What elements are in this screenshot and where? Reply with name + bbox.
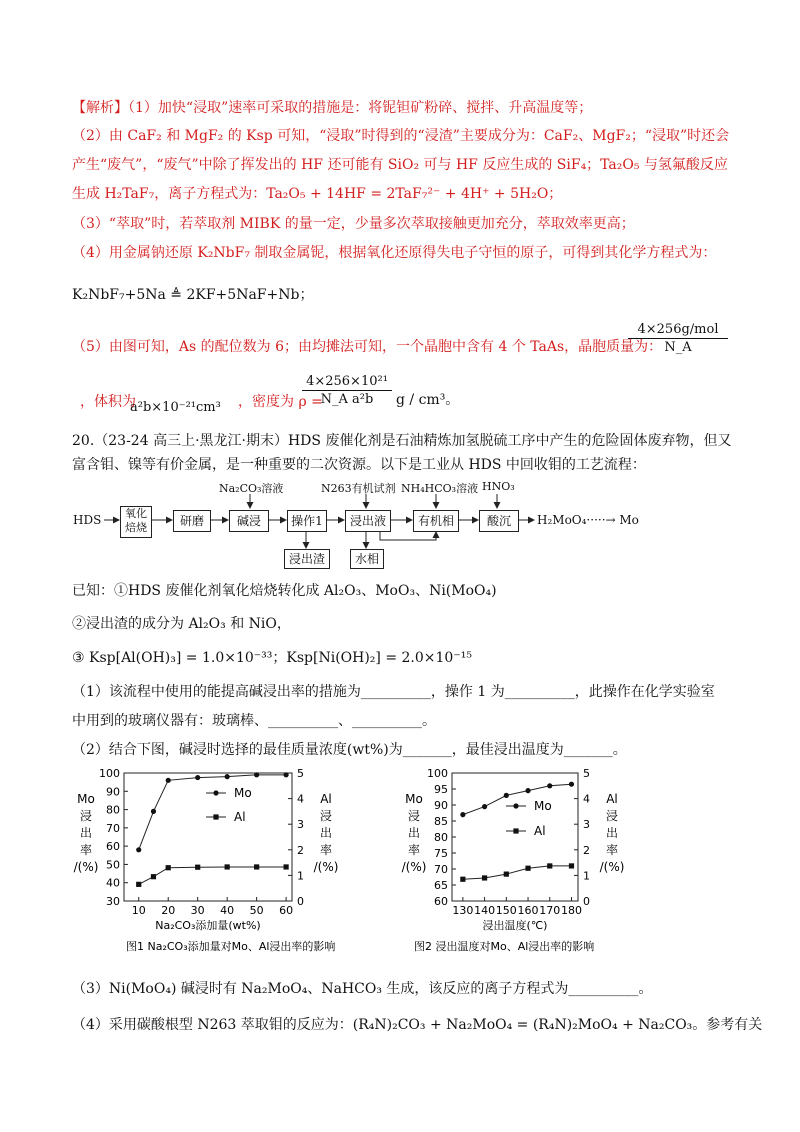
chart2-x-tick-label: 180 <box>560 904 582 917</box>
chart1-y-axis-label: /(%) <box>73 860 99 874</box>
chart1-legend-marker-mo <box>213 790 218 795</box>
chart2-y2-tick-label: 5 <box>583 767 590 780</box>
chart2-series-line-mo <box>463 784 572 814</box>
chart2-point-al <box>482 875 487 880</box>
chart1-y-tick-label: 60 <box>106 840 120 854</box>
chart1-point-mo <box>195 775 200 780</box>
flow-hds: HDS <box>73 513 102 527</box>
q1-line-2: 中用到的玻璃仪器有：玻璃棒、__________、__________。 <box>72 713 436 729</box>
chart2-point-mo <box>569 782 574 787</box>
reagent-n263: N263有机试剂 <box>321 482 396 495</box>
chart1-y-tick-label: 50 <box>106 858 120 872</box>
analysis-line-8: （5）由图可知，As 的配位数为 6；由均摊法可知，一个晶胞中含有 4 个 TaAs，晶胞质量为： <box>72 339 663 355</box>
chart1-y2-axis-label: Al <box>320 792 332 806</box>
chart2-point-al <box>547 863 552 868</box>
q1-line-1: （1）该流程中使用的能提高碱浸出率的措施为__________，操作 1 为__________，此操作在化学实验室 <box>72 684 715 700</box>
analysis-line-5: （3）“萃取”时，若萃取剂 MIBK 的量一定，少量多次萃取接触更加充分，萃取效率更高； <box>72 216 635 232</box>
chart1-y-tick-label: 90 <box>106 785 120 799</box>
chart1-point-al <box>151 874 156 879</box>
flow-box-alkali-leach: 碱浸 <box>229 510 269 532</box>
analysis-line-3: 产生“废气”，“废气”中除了挥发出的 HF 还可能有 SiO₂ 可与 HF 反应生成的 SiF₄；Ta₂O₅ 与氢氟酸反应 <box>72 157 728 173</box>
flow-box-water-phase: 水相 <box>350 549 384 569</box>
chart1-x-tick-label: 50 <box>249 904 264 917</box>
chart2-x-tick-label: 140 <box>474 904 496 917</box>
flow-box-acid-precip: 酸沉 <box>479 510 519 532</box>
chart1-y2-tick-label: 2 <box>297 843 304 857</box>
chart2-y-tick-label: 70 <box>434 863 448 876</box>
analysis-line-6: （4）用金属钠还原 K₂NbF₇ 制取金属铌，根据氧化还原得失电子守恒的原子，可得到其化学方程式为： <box>72 245 717 261</box>
chart1-x-tick-label: 40 <box>220 904 235 917</box>
chart2-point-al <box>569 863 574 868</box>
chart2-legend-marker-al <box>513 828 518 833</box>
q3-line: （3）Ni(MoO₄) 碱浸时有 Na₂MoO₄、NaHCO₃ 生成，该反应的离子方程式为__________。 <box>72 981 653 997</box>
chart1-x-tick-label: 30 <box>190 904 205 917</box>
flow-box-leachate: 浸出液 <box>345 510 391 532</box>
chart2-y2-tick-label: 3 <box>583 818 590 832</box>
chart2-x-tick-label: 150 <box>495 904 517 917</box>
analysis-line-9a: ，体积为 <box>80 394 136 410</box>
chart2-y2-tick-label: 0 <box>583 895 590 908</box>
chart1-y-axis-label: 出 <box>79 826 93 840</box>
chart1-legend-label-mo: Mo <box>234 786 252 800</box>
chart1-point-al <box>195 865 200 870</box>
chart1-legend-marker-al <box>213 814 218 819</box>
chart2-y-axis-label: 出 <box>407 826 421 840</box>
chart1-point-al <box>136 882 141 887</box>
analysis-line-1: 【解析】（1）加快“浸取”速率可采取的措施是：将铌钽矿粉碎、搅拌、升高温度等； <box>72 100 593 116</box>
chart1-y2-tick-label: 1 <box>297 869 304 883</box>
chart2-y2-axis-label: 率 <box>605 843 619 857</box>
flow-box-operation1: 操作1 <box>287 510 327 532</box>
chart2-frame <box>452 773 578 901</box>
chart2-y2-tick-label: 4 <box>583 792 590 806</box>
chart2-point-mo <box>525 788 530 793</box>
chart2-y2-tick-label: 2 <box>583 843 590 857</box>
reagent-nh4hco3: NH₄HCO₃溶液 <box>401 482 479 495</box>
chart2-legend-label-al: Al <box>534 824 546 838</box>
chart1-y2-tick-label: 3 <box>297 818 304 832</box>
chart2-title: 图2 浸出温度对Mo、Al浸出率的影响 <box>414 940 595 953</box>
chart2-point-mo <box>547 783 552 788</box>
chart1-x-tick-label: 60 <box>279 904 294 917</box>
chart1-point-mo <box>225 774 230 779</box>
question-line-1: 20.（23-24 高三上·黑龙江·期末）HDS 废催化剂是石油精炼加氢脱硫工序中产生的危险固体废弃物，但又 <box>72 433 732 449</box>
chart1-y-tick-label: 40 <box>106 876 120 890</box>
chart1-y2-tick-label: 0 <box>297 895 304 908</box>
reagent-hno3: HNO₃ <box>482 480 515 493</box>
flow-tail: H₂MoO₄·····→ Mo <box>537 513 639 527</box>
chart1-point-al <box>225 864 230 869</box>
chart1-point-mo <box>166 778 171 783</box>
chart2-point-mo <box>460 812 465 817</box>
chart2-y2-axis-label: Al <box>606 792 618 806</box>
chart1-title: 图1 Na₂CO₃添加量对Mo、Al浸出率的影响 <box>126 940 336 953</box>
mass-numerator: 4×256g/mol <box>637 322 719 337</box>
chart2-y-tick-label: 100 <box>427 767 448 780</box>
chart2-legend-marker-mo <box>513 803 518 808</box>
chart1-y2-axis-label: 出 <box>319 826 333 840</box>
chart2-y2-tick-label: 1 <box>583 869 590 883</box>
chart2-point-al <box>460 877 465 882</box>
volume-expr: a²b×10⁻²¹cm³ <box>130 400 221 415</box>
q2-line: （2）结合下图，碱浸时选择的最佳质量浓度(wt%)为_______，最佳浸出温度为_______。 <box>72 742 627 758</box>
analysis-line-9b: ，密度为 ρ = <box>238 394 323 410</box>
chart2-legend-label-mo: Mo <box>534 799 552 813</box>
chart1-frame <box>124 773 292 901</box>
chart2-y-tick-label: 85 <box>434 815 448 828</box>
mass-denominator: N_A <box>664 340 692 355</box>
question-line-2: 富含钼、镍等有价金属，是一种重要的二次资源。以下是工业从 HDS 中回收钼的工艺流程： <box>72 457 646 473</box>
chart1-series-line-al <box>139 867 286 884</box>
chart2-y-tick-label: 90 <box>434 799 448 812</box>
chart1-y-tick-label: 100 <box>99 767 120 780</box>
analysis-line-2: （2）由 CaF₂ 和 MgF₂ 的 Ksp 可知，“浸取”时得到的“浸渣”主要成分为：CaF₂、MgF₂；“浸取”时还会 <box>72 128 730 144</box>
chart2-y2-axis-label: /(%) <box>599 860 625 874</box>
chart1-y-tick-label: 80 <box>106 803 120 817</box>
chart2-y-tick-label: 65 <box>434 879 448 892</box>
chart1-y-axis-label: Mo <box>77 792 95 806</box>
chart1-x-tick-label: 10 <box>131 904 146 917</box>
chart1-series-line-mo <box>139 775 286 850</box>
density-numerator: 4×256×10²¹ <box>306 374 388 389</box>
known-3: ③ Ksp[Al(OH)₃] = 1.0×10⁻³³；Ksp[Ni(OH)₂] = 2.0×10⁻¹⁵ <box>72 650 472 666</box>
chart1-x-tick-label: 20 <box>161 904 176 917</box>
chart2-y-axis-label: 率 <box>407 843 421 857</box>
flow-box-organic-phase: 有机相 <box>413 510 459 532</box>
chart2-y-axis-label: Mo <box>405 792 423 806</box>
q4-line: （4）采用碳酸根型 N263 萃取钼的反应为：(R₄N)₂CO₃ + Na₂MoO₄ = (R₄N)₂MoO₄ + Na₂CO₃。参考有关 <box>72 1017 763 1033</box>
chart1-y2-tick-label: 4 <box>297 792 304 806</box>
chart1-point-al <box>254 864 259 869</box>
chart2-y-tick-label: 80 <box>434 831 448 844</box>
chart1-legend-label-al: Al <box>234 810 246 824</box>
chart2-x-tick-label: 130 <box>452 904 474 917</box>
chart1-y2-axis-label: /(%) <box>313 860 339 874</box>
chart2-series-line-al <box>463 866 572 879</box>
chart2-y-tick-label: 60 <box>434 895 448 908</box>
chart1-y-tick-label: 70 <box>106 821 120 835</box>
chart1-point-mo <box>284 772 289 777</box>
chart1-x-axis-label: Na₂CO₃添加量(wt%) <box>155 919 261 932</box>
equation-line: K₂NbF₇+5Na ≜ 2KF+5NaF+Nb； <box>72 287 314 303</box>
chart2-y2-axis-label: 浸 <box>605 809 619 823</box>
reagent-na2co3: Na₂CO₃溶液 <box>219 482 284 495</box>
chart2-y-axis-label: 浸 <box>407 809 421 823</box>
chart1-point-mo <box>254 772 259 777</box>
chart1-point-mo <box>151 809 156 814</box>
chart1-y-tick-label: 30 <box>106 895 120 908</box>
chart1-y2-axis-label: 浸 <box>319 809 333 823</box>
chart2-y-tick-label: 95 <box>434 783 448 796</box>
chart2-y-tick-label: 75 <box>434 847 448 860</box>
chart2-x-tick-label: 170 <box>539 904 561 917</box>
chart2-point-al <box>504 872 509 877</box>
chart1-y2-axis-label: 率 <box>319 843 333 857</box>
chart2-x-tick-label: 160 <box>517 904 539 917</box>
chart2-x-axis-label: 浸出温度(℃) <box>482 919 548 932</box>
flow-box-grind: 研磨 <box>173 510 211 532</box>
chart1-point-mo <box>136 847 141 852</box>
chart1-y-axis-label: 率 <box>79 843 93 857</box>
chart2-point-mo <box>504 793 509 798</box>
chart2-point-al <box>525 866 530 871</box>
flow-box-residue: 浸出渣 <box>284 549 330 569</box>
chart2-y-axis-label: /(%) <box>401 860 427 874</box>
chart1-y2-tick-label: 5 <box>297 767 304 780</box>
known-2: ②浸出渣的成分为 Al₂O₃ 和 NiO， <box>72 616 291 632</box>
chart1-point-al <box>284 864 289 869</box>
density-unit: g / cm³。 <box>396 392 460 408</box>
density-denominator: N_A a²b <box>320 392 374 407</box>
chart2-point-mo <box>482 804 487 809</box>
chart2-y2-axis-label: 出 <box>605 826 619 840</box>
known-1: 已知：①HDS 废催化剂氧化焙烧转化成 Al₂O₃、MoO₃、Ni(MoO₄) <box>72 583 497 599</box>
chart1-point-al <box>166 865 171 870</box>
chart1-y-axis-label: 浸 <box>79 809 93 823</box>
flow-box-roast: 氧化焙烧 <box>120 506 152 538</box>
analysis-line-4: 生成 H₂TaF₇，离子方程式为：Ta₂O₅ + 14HF = 2TaF₇²⁻ + 4H⁺ + 5H₂O； <box>72 186 563 202</box>
